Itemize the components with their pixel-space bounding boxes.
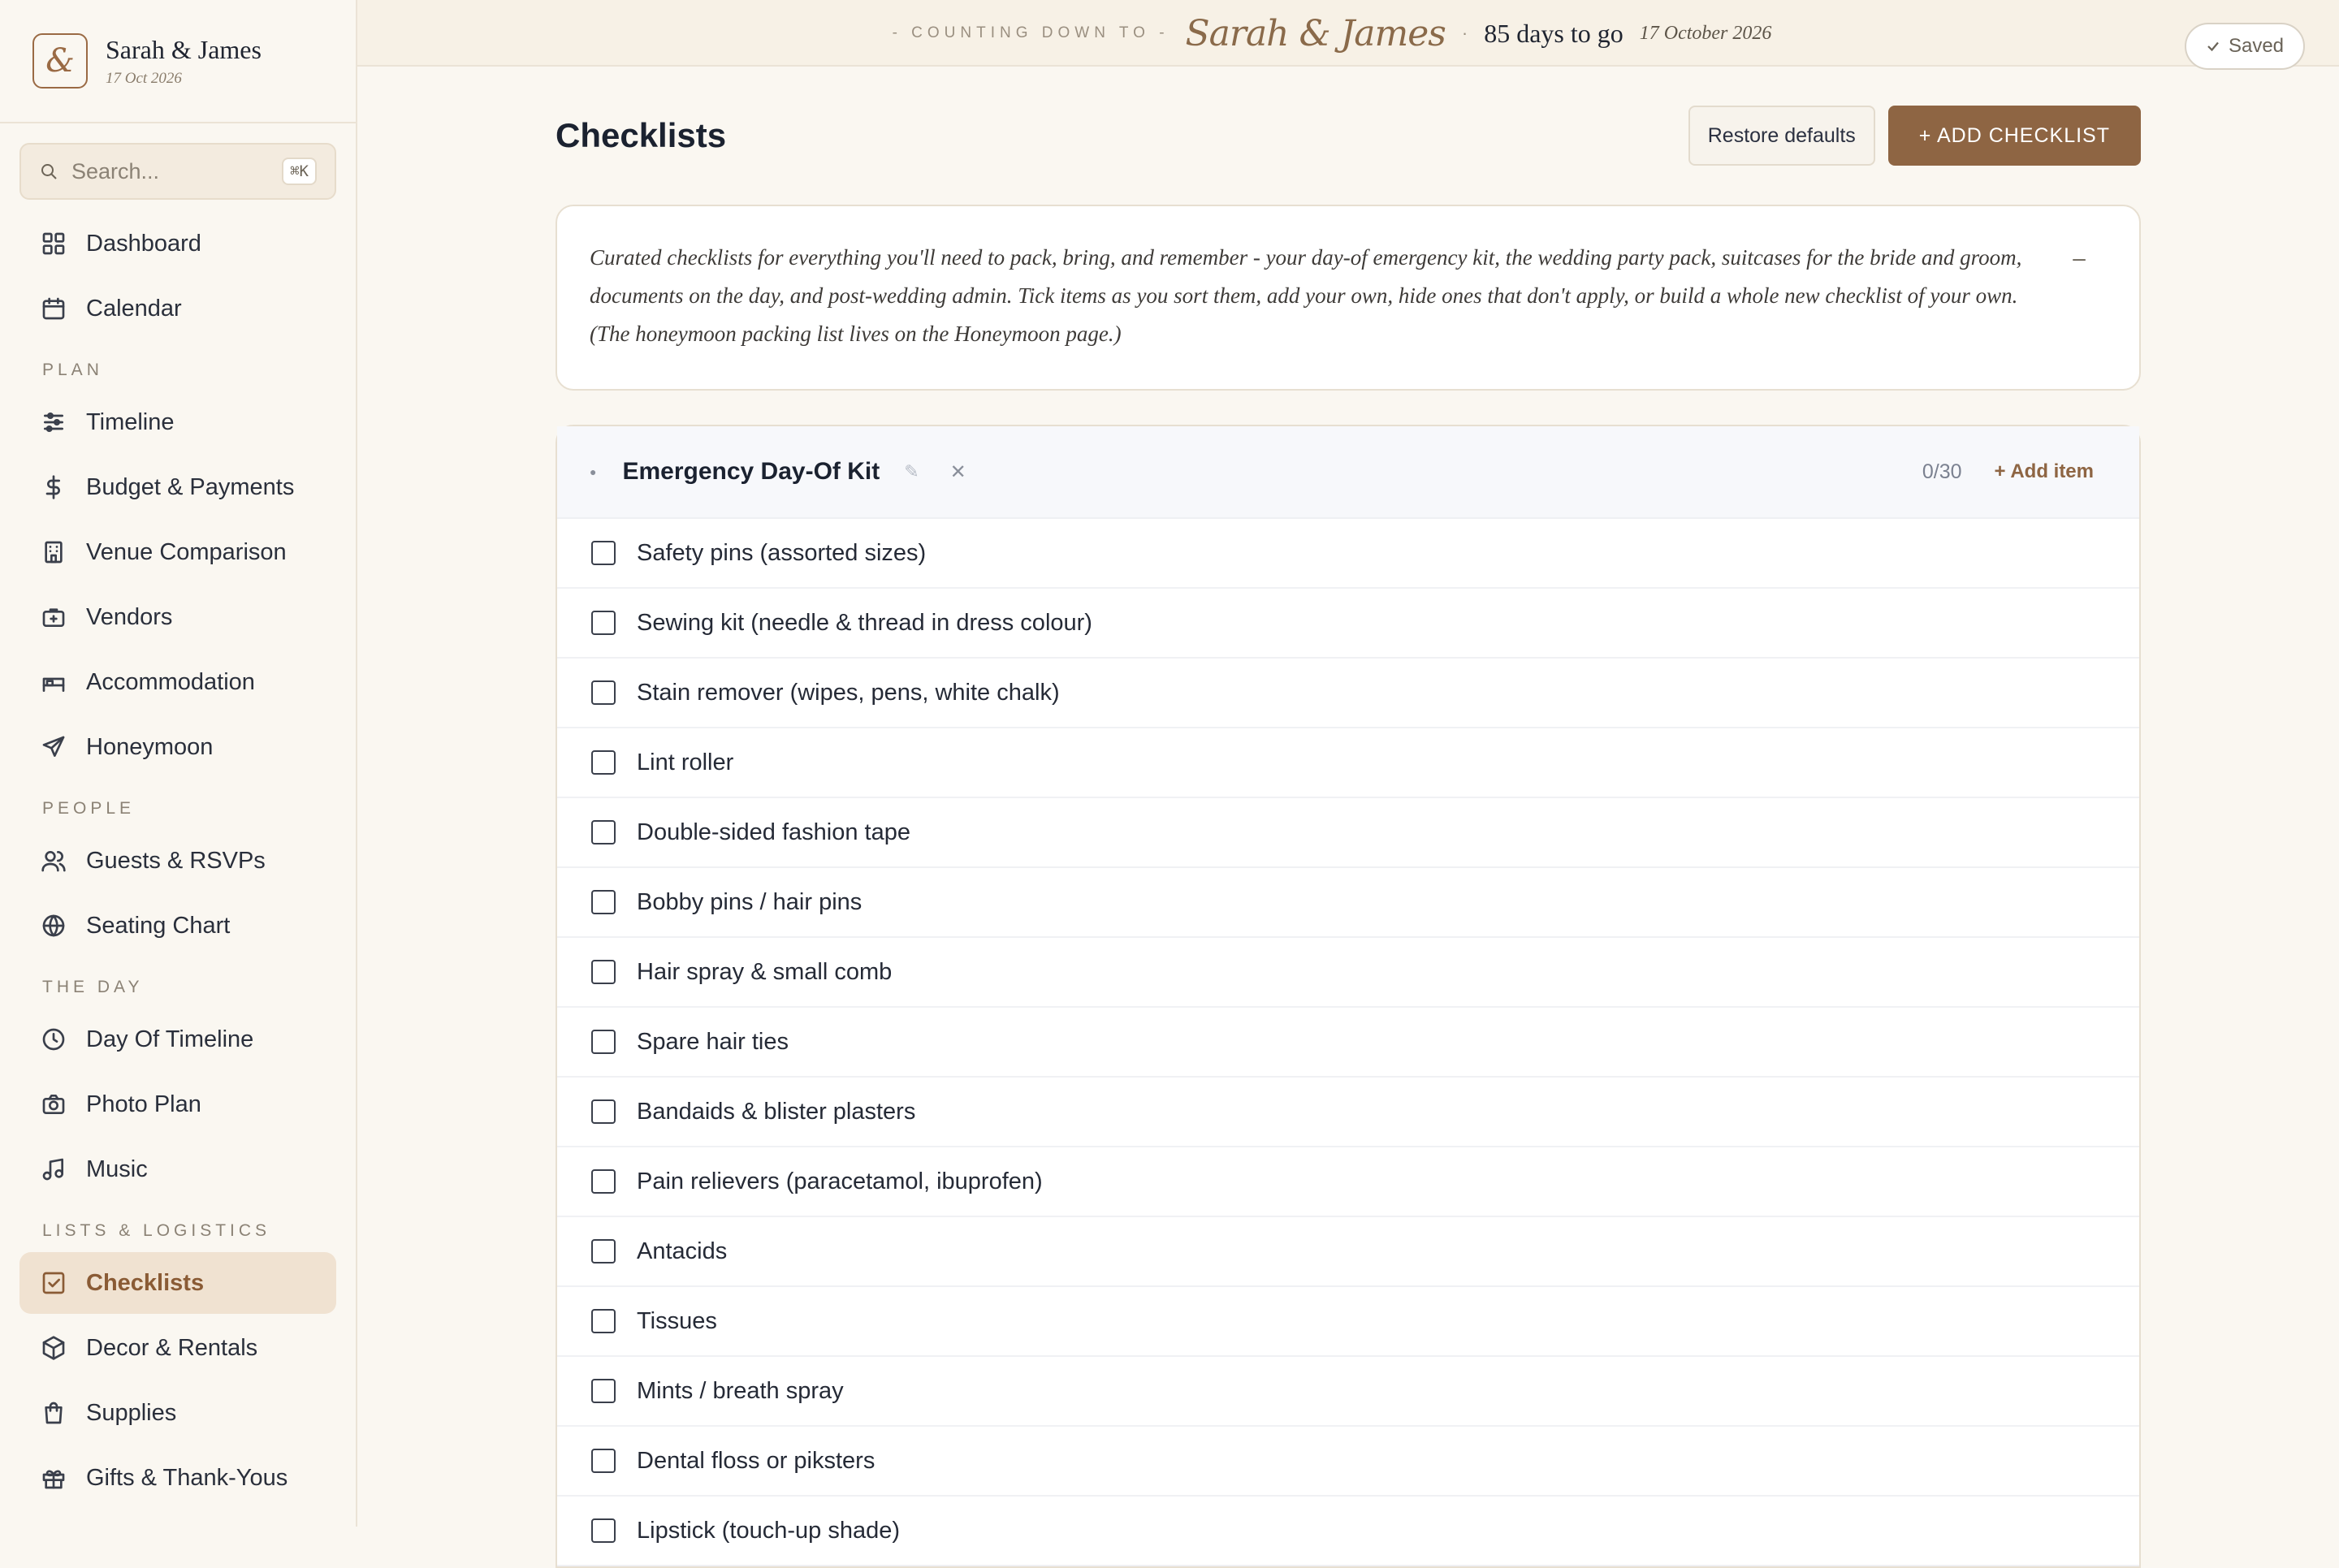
item-label: Stain remover (wipes, pens, white chalk) bbox=[637, 679, 1060, 706]
sidebar-item-label: Seating Chart bbox=[86, 912, 231, 939]
sidebar-nav bbox=[19, 213, 336, 1512]
sidebar-item-label: Vendors bbox=[86, 603, 173, 630]
sidebar-item-gifts-thank-yous[interactable] bbox=[19, 1447, 336, 1509]
checklist-item[interactable] bbox=[557, 1357, 2139, 1427]
countdown-separator: · bbox=[1461, 23, 1468, 43]
checklist-card bbox=[556, 425, 2141, 1568]
box-icon bbox=[41, 1335, 67, 1361]
intro-card bbox=[556, 205, 2141, 391]
sidebar-item-supplies[interactable] bbox=[19, 1382, 336, 1444]
search-input[interactable] bbox=[19, 143, 336, 200]
sidebar-item-decor-rentals[interactable] bbox=[19, 1317, 336, 1379]
main-content bbox=[556, 67, 2141, 1568]
search-shortcut-badge: ⌘K bbox=[282, 158, 317, 185]
item-checkbox[interactable] bbox=[591, 1518, 616, 1543]
item-label: Sewing kit (needle & thread in dress colour) bbox=[637, 609, 1092, 636]
edit-pencil-icon[interactable]: ✎ bbox=[904, 461, 919, 482]
collapse-intro-button[interactable]: – bbox=[2073, 245, 2086, 270]
bag-icon bbox=[41, 1400, 67, 1426]
item-checkbox[interactable] bbox=[591, 1379, 616, 1403]
checklist-item[interactable] bbox=[557, 1217, 2139, 1287]
checklist-item[interactable] bbox=[557, 938, 2139, 1008]
item-checkbox[interactable] bbox=[591, 1239, 616, 1263]
item-label: Tissues bbox=[637, 1307, 717, 1334]
sidebar-item-label: Supplies bbox=[86, 1399, 177, 1426]
checklist-item[interactable] bbox=[557, 1287, 2139, 1357]
item-checkbox[interactable] bbox=[591, 820, 616, 844]
countdown-days: 85 days to go bbox=[1484, 18, 1623, 48]
checklist-item[interactable] bbox=[557, 728, 2139, 798]
checklist-item[interactable] bbox=[557, 589, 2139, 659]
item-label: Bobby pins / hair pins bbox=[637, 888, 863, 915]
sidebar-item-dashboard[interactable] bbox=[19, 213, 336, 274]
couple-name: Sarah & James bbox=[106, 34, 262, 64]
item-label: Antacids bbox=[637, 1238, 728, 1264]
item-label: Safety pins (assorted sizes) bbox=[637, 539, 927, 566]
item-checkbox[interactable] bbox=[591, 1169, 616, 1194]
item-label: Double-sided fashion tape bbox=[637, 819, 910, 845]
item-checkbox[interactable] bbox=[591, 1309, 616, 1333]
item-checkbox[interactable] bbox=[591, 960, 616, 984]
sidebar-item-label: Venue Comparison bbox=[86, 538, 287, 565]
close-icon[interactable]: ✕ bbox=[949, 460, 966, 483]
sidebar-item-label: Budget & Payments bbox=[86, 473, 295, 500]
clock-icon bbox=[41, 1026, 67, 1052]
sidebar-item-label: Decor & Rentals bbox=[86, 1334, 258, 1361]
sidebar-item-label: Day Of Timeline bbox=[86, 1026, 254, 1052]
sidebar-item-label: Music bbox=[86, 1155, 148, 1182]
item-checkbox[interactable] bbox=[591, 680, 616, 705]
checklist-header[interactable] bbox=[557, 426, 2139, 519]
item-label: Lint roller bbox=[637, 749, 734, 775]
sidebar-item-guests-rsvps[interactable] bbox=[19, 830, 336, 892]
sidebar-item-checklists[interactable] bbox=[19, 1252, 336, 1314]
saved-label: Saved bbox=[2228, 35, 2285, 57]
sidebar bbox=[0, 0, 357, 1527]
gift-icon bbox=[41, 1465, 67, 1491]
checklist-items bbox=[557, 519, 2139, 1566]
globe-icon bbox=[41, 913, 67, 939]
page-title: Checklists bbox=[556, 116, 727, 154]
dollar-icon bbox=[41, 474, 67, 500]
sidebar-item-label: Guests & RSVPs bbox=[86, 847, 266, 874]
monogram-logo: & bbox=[32, 33, 88, 89]
item-label: Dental floss or piksters bbox=[637, 1447, 876, 1474]
item-label: Bandaids & blister plasters bbox=[637, 1098, 916, 1125]
brand[interactable] bbox=[0, 0, 356, 123]
wedding-date: 17 Oct 2026 bbox=[106, 69, 182, 87]
item-checkbox[interactable] bbox=[591, 890, 616, 914]
calendar-icon bbox=[41, 296, 67, 322]
check-icon bbox=[2206, 39, 2220, 54]
checklist-item[interactable] bbox=[557, 798, 2139, 868]
countdown-date: 17 October 2026 bbox=[1639, 22, 1772, 44]
sidebar-item-music[interactable] bbox=[19, 1138, 336, 1200]
countdown-bar bbox=[357, 0, 2339, 67]
checklist-item[interactable] bbox=[557, 1497, 2139, 1566]
item-checkbox[interactable] bbox=[591, 541, 616, 565]
item-checkbox[interactable] bbox=[591, 1099, 616, 1124]
sidebar-item-venue-comparison[interactable] bbox=[19, 521, 336, 583]
sidebar-item-budget-payments[interactable] bbox=[19, 456, 336, 518]
checklist-item[interactable] bbox=[557, 1147, 2139, 1217]
search-icon bbox=[39, 162, 58, 181]
sidebar-item-timeline[interactable] bbox=[19, 391, 336, 453]
intro-text: Curated checklists for everything you'll need to pack, bring, and remember - your day-of emergency kit, the wedding party pack, suitcases for the bride and groom, documents on the day, and post-wedding admin. Tick items as you sort them, add your own, hide ones that don't apply, or build a whole new checklist of your own. (The honeymoon packing list lives on the Honeymoon page.) bbox=[590, 245, 2022, 346]
sidebar-item-label: Timeline bbox=[86, 408, 175, 435]
item-label: Lipstick (touch-up shade) bbox=[637, 1517, 900, 1544]
checklist-item[interactable] bbox=[557, 1008, 2139, 1078]
checklist-item[interactable] bbox=[557, 519, 2139, 589]
bed-icon bbox=[41, 669, 67, 695]
dashboard-icon bbox=[41, 231, 67, 257]
briefcase-icon bbox=[41, 604, 67, 630]
music-icon bbox=[41, 1156, 67, 1182]
sidebar-item-honeymoon[interactable] bbox=[19, 716, 336, 778]
collapse-toggle-icon[interactable]: ● bbox=[590, 465, 597, 478]
item-label: Mints / breath spray bbox=[637, 1377, 844, 1404]
nav-section-heading: THE DAY bbox=[42, 978, 144, 996]
plane-icon bbox=[41, 734, 67, 760]
sidebar-item-label: Gifts & Thank-Yous bbox=[86, 1464, 288, 1491]
item-checkbox[interactable] bbox=[591, 611, 616, 635]
sidebar-item-seating-chart[interactable] bbox=[19, 895, 336, 957]
checklist-title: Emergency Day-Of Kit bbox=[622, 458, 880, 485]
sidebar-item-day-of-timeline[interactable] bbox=[19, 1009, 336, 1070]
checklist-icon bbox=[41, 1270, 67, 1296]
sidebar-item-calendar[interactable] bbox=[19, 278, 336, 339]
sidebar-item-accommodation[interactable] bbox=[19, 651, 336, 713]
checklist-item[interactable] bbox=[557, 659, 2139, 728]
countdown-label: - COUNTING DOWN TO - bbox=[892, 24, 1170, 41]
saved-status-badge bbox=[2185, 23, 2305, 70]
checklist-item[interactable] bbox=[557, 1078, 2139, 1147]
sliders-icon bbox=[41, 409, 67, 435]
item-checkbox[interactable] bbox=[591, 1030, 616, 1054]
sidebar-item-label: Honeymoon bbox=[86, 733, 214, 760]
sidebar-item-photo-plan[interactable] bbox=[19, 1073, 336, 1135]
item-checkbox[interactable] bbox=[591, 1449, 616, 1473]
countdown-names: Sarah & James bbox=[1185, 12, 1446, 54]
restore-defaults-button[interactable]: Restore defaults bbox=[1688, 106, 1875, 166]
sidebar-item-label: Dashboard bbox=[86, 230, 201, 257]
checklist-progress-count: 0/30 bbox=[1922, 460, 1962, 483]
item-checkbox[interactable] bbox=[591, 750, 616, 775]
building-icon bbox=[41, 539, 67, 565]
sidebar-item-vendors[interactable] bbox=[19, 586, 336, 648]
add-item-button[interactable]: + Add item bbox=[1994, 460, 2094, 482]
add-checklist-button[interactable]: + ADD CHECKLIST bbox=[1888, 106, 2141, 166]
users-icon bbox=[41, 848, 67, 874]
sidebar-item-label: Checklists bbox=[86, 1269, 205, 1296]
checklist-item[interactable] bbox=[557, 1427, 2139, 1497]
checklist-item[interactable] bbox=[557, 868, 2139, 938]
nav-section-heading: PEOPLE bbox=[42, 799, 136, 818]
sidebar-item-label: Photo Plan bbox=[86, 1091, 201, 1117]
item-label: Spare hair ties bbox=[637, 1028, 789, 1055]
nav-section-heading: PLAN bbox=[42, 361, 103, 379]
search-placeholder: Search... bbox=[71, 158, 160, 184]
sidebar-item-label: Calendar bbox=[86, 295, 182, 322]
item-label: Pain relievers (paracetamol, ibuprofen) bbox=[637, 1168, 1043, 1194]
camera-icon bbox=[41, 1091, 67, 1117]
item-label: Hair spray & small comb bbox=[637, 958, 893, 985]
sidebar-item-label: Accommodation bbox=[86, 668, 255, 695]
nav-section-heading: LISTS & LOGISTICS bbox=[42, 1221, 271, 1240]
